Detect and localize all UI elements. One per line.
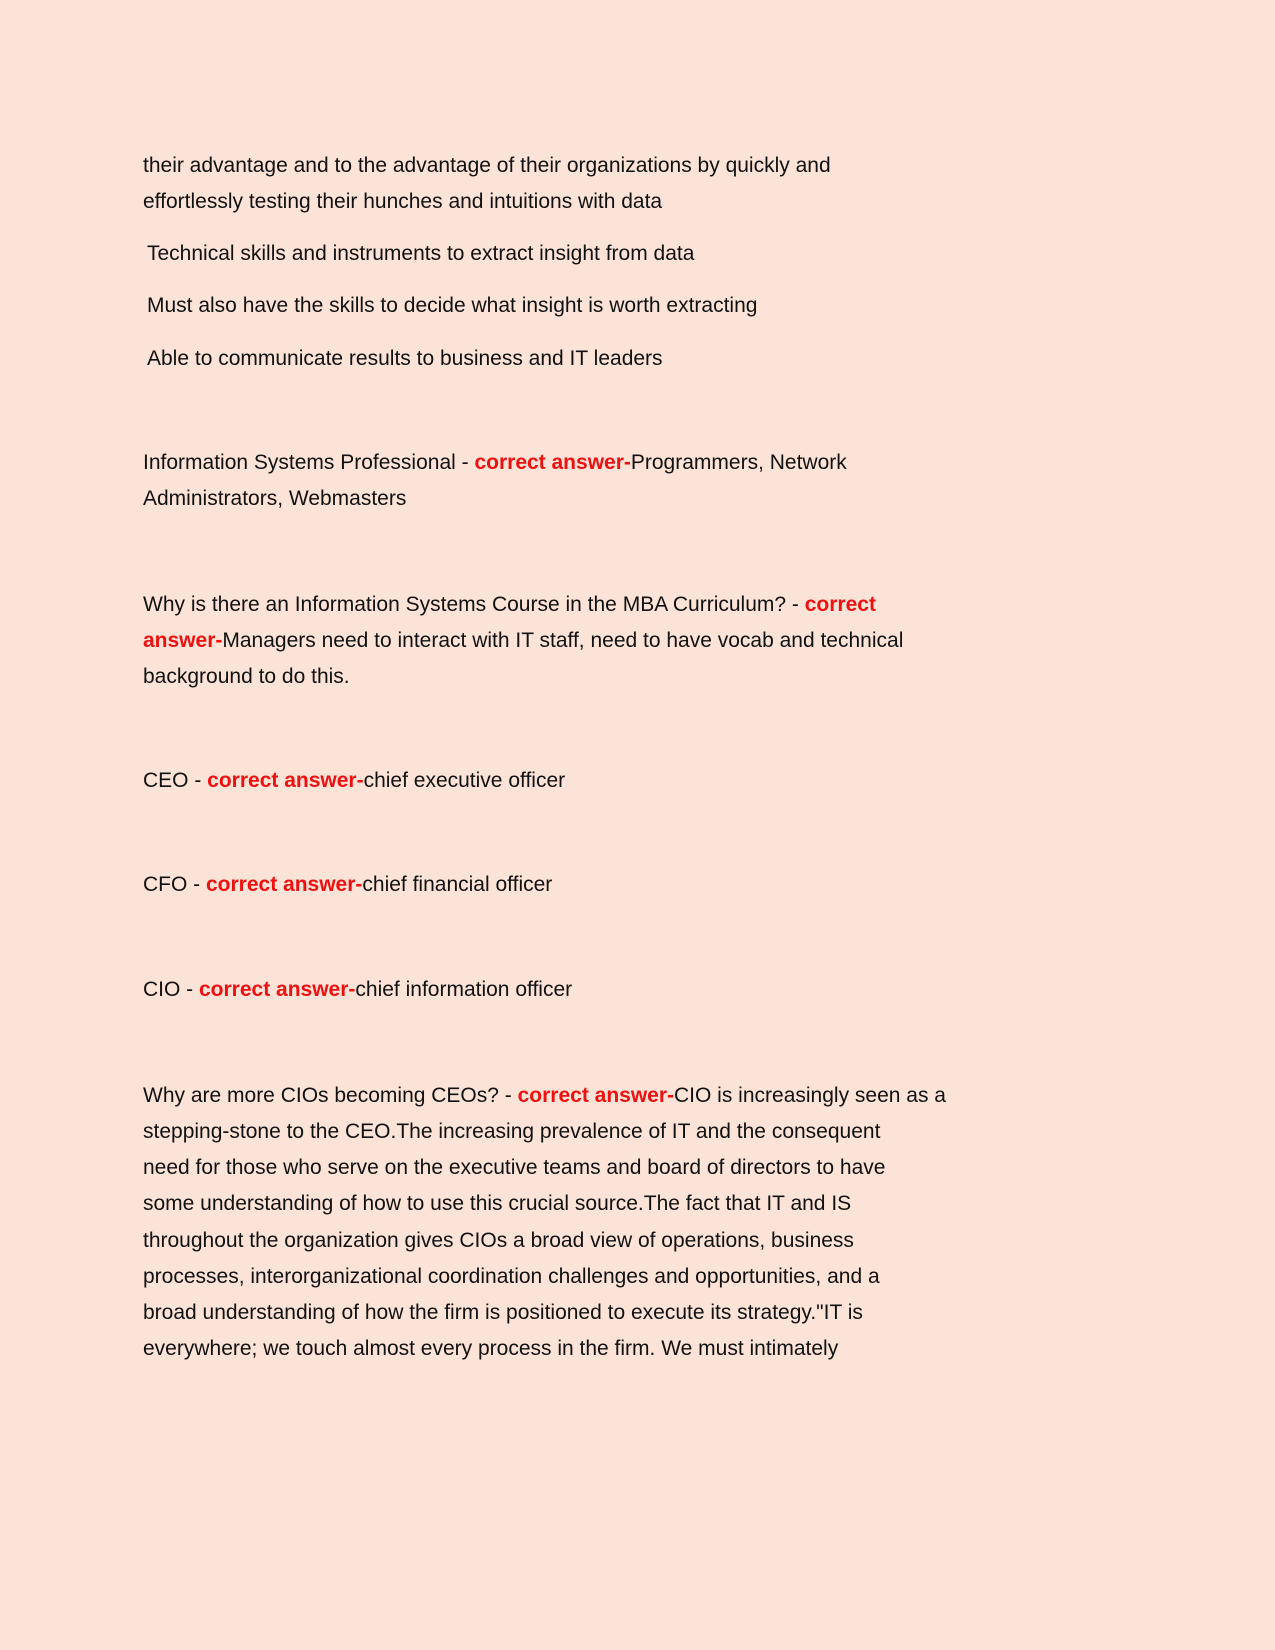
text-segment: their advantage and to the advantage of their organizations by quickly and bbox=[143, 154, 831, 177]
text-segment: Managers need to interact with IT staff, need to have vocab and technical bbox=[222, 629, 904, 652]
text-segment: effortlessly testing their hunches and intuitions with data bbox=[143, 190, 663, 213]
text-line bbox=[143, 871, 552, 899]
text-segment: CIO is increasingly seen as a bbox=[674, 1084, 946, 1107]
text-segment: chief executive officer bbox=[363, 769, 566, 792]
text-line bbox=[143, 976, 572, 1004]
text-line bbox=[143, 767, 565, 795]
text-line bbox=[143, 663, 350, 691]
text-segment: Why is there an Information Systems Course in the MBA Curriculum? - bbox=[143, 593, 805, 616]
text-segment: Administrators, Webmasters bbox=[143, 487, 407, 510]
text-segment: CEO - bbox=[143, 769, 208, 792]
text-segment: chief financial officer bbox=[362, 873, 553, 896]
text-line bbox=[143, 188, 662, 216]
text-segment: stepping-stone to the CEO.The increasing prevalence of IT and the consequent bbox=[143, 1120, 881, 1143]
text-segment: throughout the organization gives CIOs a broad view of operations, business bbox=[143, 1229, 854, 1252]
text-segment: background to do this. bbox=[143, 665, 350, 688]
text-segment: need for those who serve on the executive teams and board of directors to have bbox=[143, 1156, 886, 1179]
text-segment: some understanding of how to use this crucial source.The fact that IT and IS bbox=[143, 1192, 852, 1215]
correct-answer-label: correct answer- bbox=[517, 1084, 675, 1107]
text-line bbox=[143, 1154, 885, 1182]
text-line bbox=[143, 152, 831, 180]
text-line bbox=[143, 591, 876, 619]
text-segment: CFO - bbox=[143, 873, 206, 896]
correct-answer-label: correct answer- bbox=[199, 978, 356, 1001]
text-line bbox=[143, 1335, 838, 1363]
correct-answer-label: correct bbox=[804, 593, 876, 616]
text-segment: Programmers, Network bbox=[630, 451, 847, 474]
text-line bbox=[147, 292, 757, 320]
text-line bbox=[143, 485, 406, 513]
text-segment: Must also have the skills to decide what insight is worth extracting bbox=[147, 294, 758, 317]
text-segment: processes, interorganizational coordination challenges and opportunities, and a bbox=[143, 1265, 880, 1288]
text-segment: CIO - bbox=[143, 978, 199, 1001]
text-segment: Information Systems Professional - bbox=[143, 451, 475, 474]
text-segment: everywhere; we touch almost every process in the firm. We must intimately bbox=[143, 1337, 839, 1360]
text-segment: Technical skills and instruments to extract insight from data bbox=[147, 242, 695, 265]
text-segment: broad understanding of how the firm is positioned to execute its strategy."IT is bbox=[143, 1301, 863, 1324]
text-segment: Able to communicate results to business and IT leaders bbox=[147, 347, 663, 370]
text-line bbox=[147, 345, 663, 373]
text-segment: Why are more CIOs becoming CEOs? - bbox=[143, 1084, 518, 1107]
text-segment: chief information officer bbox=[355, 978, 573, 1001]
correct-answer-label: correct answer- bbox=[206, 873, 363, 896]
text-line bbox=[147, 240, 694, 268]
text-line bbox=[143, 1190, 851, 1218]
text-line bbox=[143, 627, 903, 655]
correct-answer-label: correct answer- bbox=[474, 451, 631, 474]
correct-answer-label: answer- bbox=[143, 629, 223, 652]
text-line bbox=[143, 449, 847, 477]
correct-answer-label: correct answer- bbox=[207, 769, 364, 792]
text-line bbox=[143, 1263, 880, 1291]
text-line bbox=[143, 1299, 863, 1327]
text-line bbox=[143, 1082, 946, 1110]
text-line bbox=[143, 1227, 854, 1255]
text-line bbox=[143, 1118, 880, 1146]
